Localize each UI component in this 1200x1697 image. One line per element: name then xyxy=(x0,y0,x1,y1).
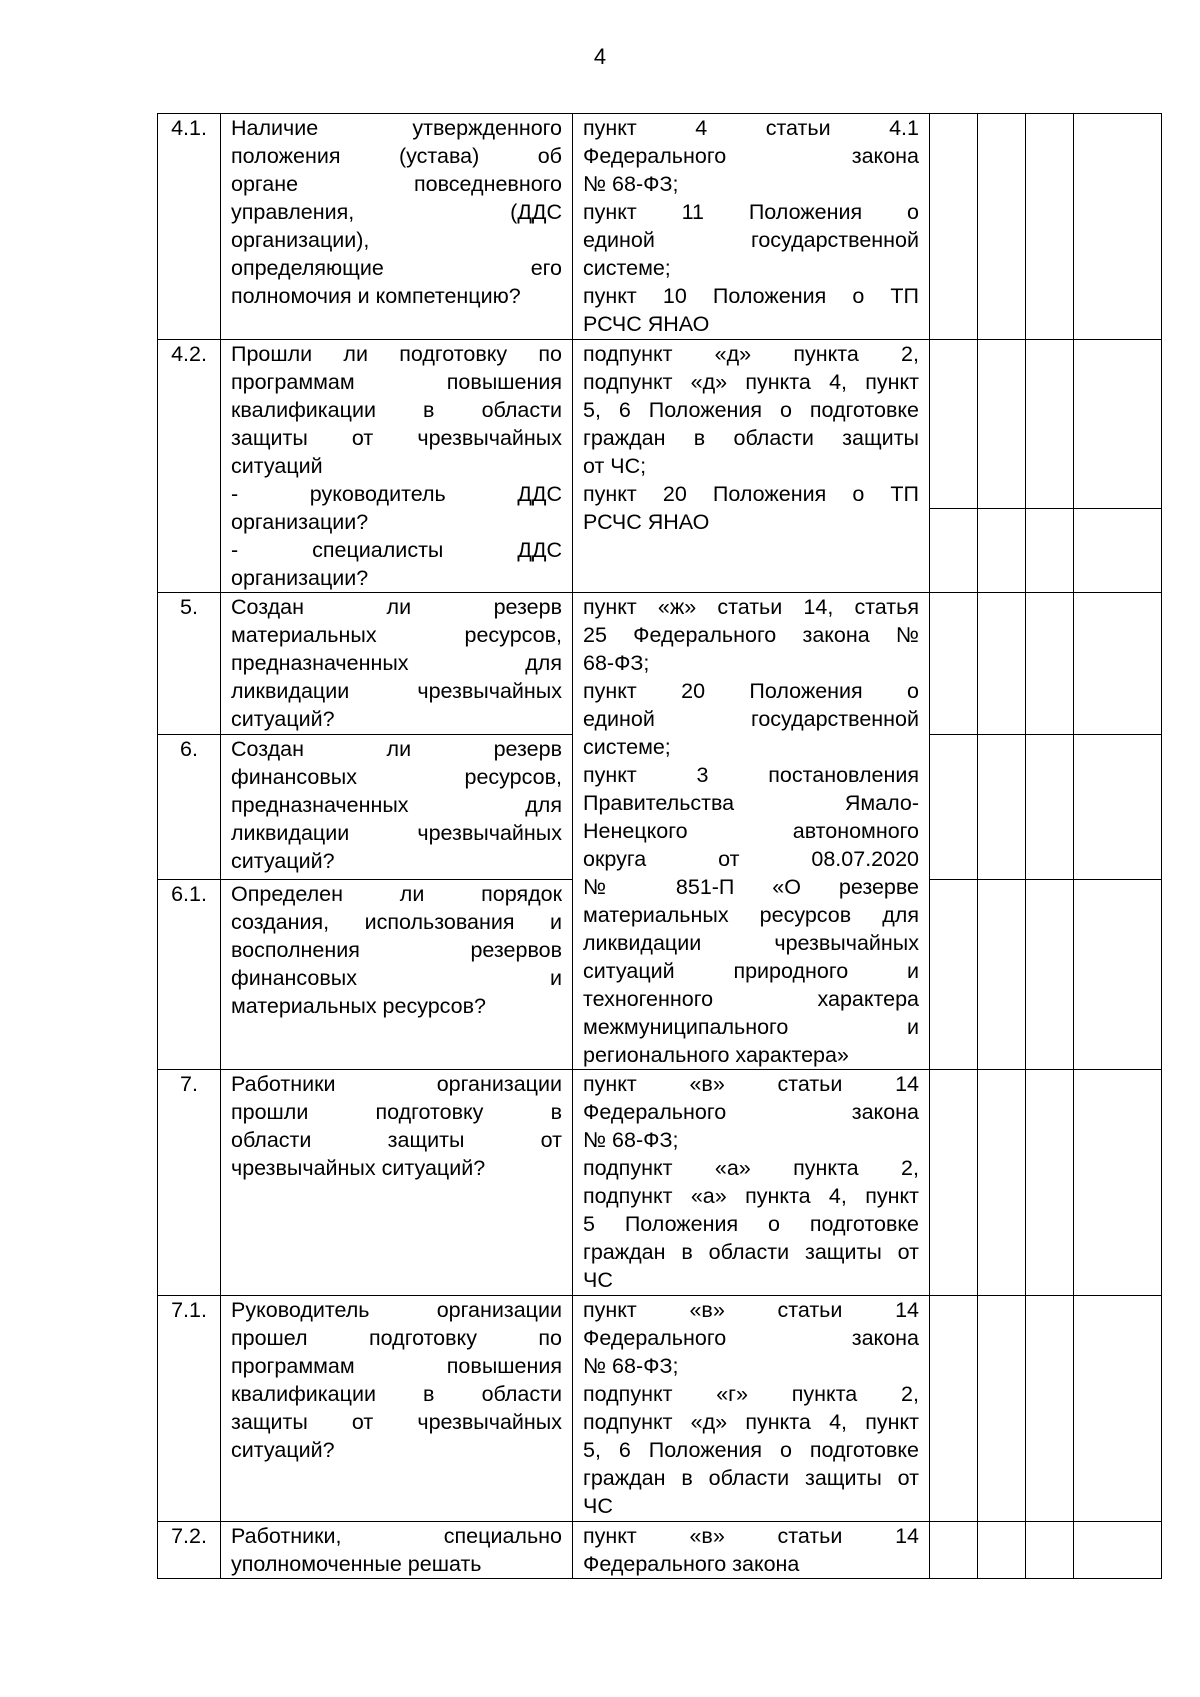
cell-line: ситуаций природного и xyxy=(583,959,919,983)
reference-cell xyxy=(573,1070,930,1296)
cell-line: полномочия и компетенцию? xyxy=(231,284,521,308)
answer-cell[interactable] xyxy=(930,1070,978,1296)
cell-line: ЧС xyxy=(583,1268,613,1292)
reference-cell xyxy=(573,340,930,593)
cell-line: Работники, специально xyxy=(231,1524,562,1548)
comment-cell[interactable] xyxy=(1074,1296,1162,1522)
question-cell xyxy=(221,880,573,1070)
cell-line: программам повышения xyxy=(231,370,562,394)
cell-line: пункт «в» статьи 14 xyxy=(583,1298,919,1322)
cell-line: ликвидации чрезвычайных xyxy=(231,821,562,845)
table-row xyxy=(158,1522,1162,1579)
cell-line: финансовых и xyxy=(231,966,562,990)
cell-line: № 68-ФЗ; xyxy=(583,172,679,196)
page-number: 4 xyxy=(593,44,607,69)
row-number: 4.2. xyxy=(158,340,221,593)
cell-line: прошли подготовку в xyxy=(231,1100,562,1124)
cell-line: пункт «в» статьи 14 xyxy=(583,1072,919,1096)
cell-line: ликвидации чрезвычайных xyxy=(231,679,562,703)
cell-line: системе; xyxy=(583,256,671,280)
answer-cell[interactable] xyxy=(1026,114,1074,340)
cell-line: - руководитель ДДС xyxy=(231,482,562,506)
cell-line: 5 Положения о подготовке xyxy=(583,1212,919,1236)
answer-cell[interactable] xyxy=(1026,880,1074,1070)
table-row xyxy=(158,340,1162,509)
comment-cell[interactable] xyxy=(1074,1522,1162,1579)
cell-line: межмуниципального и xyxy=(583,1015,919,1039)
cell-line: ситуаций? xyxy=(231,707,335,731)
answer-cell[interactable] xyxy=(930,340,978,509)
comment-cell[interactable] xyxy=(1074,114,1162,340)
cell-line: предназначенных для xyxy=(231,793,562,817)
cell-line: Федерального закона xyxy=(583,144,919,168)
question-cell xyxy=(221,735,573,880)
answer-cell[interactable] xyxy=(978,1070,1026,1296)
answer-cell[interactable] xyxy=(1026,735,1074,880)
comment-cell[interactable] xyxy=(1074,508,1162,592)
answer-cell[interactable] xyxy=(930,735,978,880)
cell-line: Работники организации xyxy=(231,1072,562,1096)
cell-line: органе повседневного xyxy=(231,172,562,196)
cell-line: Федерального закона xyxy=(583,1100,919,1124)
answer-cell[interactable] xyxy=(978,340,1026,509)
answer-cell[interactable] xyxy=(978,508,1026,592)
row-number: 6.1. xyxy=(158,880,221,1070)
reference-cell xyxy=(573,1296,930,1522)
cell-line: граждан в области защиты xyxy=(583,426,919,450)
comment-cell[interactable] xyxy=(1074,735,1162,880)
cell-line: ситуаций xyxy=(231,454,323,478)
cell-line: Создан ли резерв xyxy=(231,737,562,761)
question-cell xyxy=(221,1296,573,1522)
answer-cell[interactable] xyxy=(930,1296,978,1522)
row-number: 7.2. xyxy=(158,1522,221,1579)
cell-line: ЧС xyxy=(583,1494,613,1518)
cell-line: пункт «в» статьи 14 xyxy=(583,1524,919,1548)
cell-line: области защиты от xyxy=(231,1128,562,1152)
question-cell xyxy=(221,340,573,593)
cell-line: создания, использования и xyxy=(231,910,562,934)
cell-line: Правительства Ямало- xyxy=(583,791,919,815)
cell-line: квалификации в области xyxy=(231,398,562,422)
answer-cell[interactable] xyxy=(1026,593,1074,735)
answer-cell[interactable] xyxy=(1026,340,1074,509)
question-cell xyxy=(221,1070,573,1296)
row-number: 7. xyxy=(158,1070,221,1296)
cell-line: программам повышения xyxy=(231,1354,562,1378)
cell-line: пункт 10 Положения о ТП xyxy=(583,284,919,308)
answer-cell[interactable] xyxy=(1026,1296,1074,1522)
cell-line: от ЧС; xyxy=(583,454,647,478)
cell-line: подпункт «г» пункта 2, xyxy=(583,1382,919,1406)
reference-cell xyxy=(573,114,930,340)
cell-line: Наличие утвержденного xyxy=(231,116,562,140)
answer-cell[interactable] xyxy=(930,593,978,735)
cell-line: Руководитель организации xyxy=(231,1298,562,1322)
answer-cell[interactable] xyxy=(978,880,1026,1070)
cell-line: пункт 20 Положения о ТП xyxy=(583,482,919,506)
cell-line: 5, 6 Положения о подготовке xyxy=(583,398,919,422)
answer-cell[interactable] xyxy=(978,735,1026,880)
cell-line: пункт 4 статьи 4.1 xyxy=(583,116,919,140)
cell-line: определяющие его xyxy=(231,256,562,280)
cell-line: ситуаций? xyxy=(231,849,335,873)
table-row xyxy=(158,114,1162,340)
cell-line: округа от 08.07.2020 xyxy=(583,847,919,871)
cell-line: подпункт «д» пункта 4, пункт xyxy=(583,370,919,394)
cell-line: ситуаций? xyxy=(231,1438,335,1462)
cell-line: граждан в области защиты от xyxy=(583,1466,919,1490)
answer-cell[interactable] xyxy=(930,508,978,592)
table-row xyxy=(158,593,1162,735)
answer-cell[interactable] xyxy=(978,593,1026,735)
cell-line: чрезвычайных ситуаций? xyxy=(231,1156,486,1180)
cell-line: РСЧС ЯНАО xyxy=(583,312,710,336)
cell-line: Ненецкого автономного xyxy=(583,819,919,843)
cell-line: организации? xyxy=(231,566,369,590)
comment-cell[interactable] xyxy=(1074,593,1162,735)
cell-line: Прошли ли подготовку по xyxy=(231,342,562,366)
cell-line: 68-ФЗ; xyxy=(583,651,650,675)
cell-line: № 68-ФЗ; xyxy=(583,1128,679,1152)
answer-cell[interactable] xyxy=(1026,1522,1074,1579)
row-number: 5. xyxy=(158,593,221,735)
cell-line: единой государственной xyxy=(583,228,919,252)
cell-line: Создан ли резерв xyxy=(231,595,562,619)
cell-line: РСЧС ЯНАО xyxy=(583,510,710,534)
cell-line: защиты от чрезвычайных xyxy=(231,1410,562,1434)
cell-line: защиты от чрезвычайных xyxy=(231,426,562,450)
cell-line: 5, 6 Положения о подготовке xyxy=(583,1438,919,1462)
cell-line: пункт 20 Положения о xyxy=(583,679,919,703)
cell-line: подпункт «д» пункта 4, пункт xyxy=(583,1410,919,1434)
comment-cell[interactable] xyxy=(1074,880,1162,1070)
cell-line: прошел подготовку по xyxy=(231,1326,562,1350)
table-row xyxy=(158,1070,1162,1296)
question-cell xyxy=(221,114,573,340)
cell-line: организации? xyxy=(231,510,369,534)
comment-cell[interactable] xyxy=(1074,1070,1162,1296)
cell-line: квалификации в области xyxy=(231,1382,562,1406)
cell-line: 25 Федерального закона № xyxy=(583,623,919,647)
checklist-table xyxy=(157,113,1162,1579)
cell-line: пункт 11 Положения о xyxy=(583,200,919,224)
cell-line: Федерального закона xyxy=(583,1552,800,1576)
cell-line: № 68-ФЗ; xyxy=(583,1354,679,1378)
cell-line: финансовых ресурсов, xyxy=(231,765,562,789)
row-number: 6. xyxy=(158,735,221,880)
answer-cell[interactable] xyxy=(978,114,1026,340)
answer-cell[interactable] xyxy=(930,1522,978,1579)
cell-line: положения (устава) об xyxy=(231,144,562,168)
cell-line: уполномоченные решать xyxy=(231,1552,482,1576)
row-number: 7.1. xyxy=(158,1296,221,1522)
reference-cell xyxy=(573,593,930,1070)
answer-cell[interactable] xyxy=(930,114,978,340)
answer-cell[interactable] xyxy=(978,1522,1026,1579)
cell-line: организации), xyxy=(231,228,370,252)
cell-line: единой государственной xyxy=(583,707,919,731)
comment-cell[interactable] xyxy=(1074,340,1162,509)
reference-cell xyxy=(573,1522,930,1579)
question-cell xyxy=(221,593,573,735)
row-number: 4.1. xyxy=(158,114,221,340)
table-row xyxy=(158,1296,1162,1522)
answer-cell[interactable] xyxy=(1026,508,1074,592)
cell-line: техногенного характера xyxy=(583,987,919,1011)
cell-line: № 851-П «О резерве xyxy=(583,875,919,899)
cell-line: подпункт «д» пункта 2, xyxy=(583,342,919,366)
cell-line: ликвидации чрезвычайных xyxy=(583,931,919,955)
answer-cell[interactable] xyxy=(978,1296,1026,1522)
cell-line: управления, (ДДС xyxy=(231,200,562,224)
cell-line: материальных ресурсов? xyxy=(231,994,487,1018)
cell-line: пункт «ж» статьи 14, статья xyxy=(583,595,919,619)
question-cell xyxy=(221,1522,573,1579)
answer-cell[interactable] xyxy=(930,880,978,1070)
cell-line: граждан в области защиты от xyxy=(583,1240,919,1264)
cell-line: Определен ли порядок xyxy=(231,882,562,906)
cell-line: материальных ресурсов для xyxy=(583,903,919,927)
cell-line: подпункт «а» пункта 2, xyxy=(583,1156,919,1180)
cell-line: подпункт «а» пункта 4, пункт xyxy=(583,1184,919,1208)
cell-line: системе; xyxy=(583,735,671,759)
answer-cell[interactable] xyxy=(1026,1070,1074,1296)
cell-line: пункт 3 постановления xyxy=(583,763,919,787)
cell-line: восполнения резервов xyxy=(231,938,562,962)
cell-line: материальных ресурсов, xyxy=(231,623,562,647)
cell-line: - специалисты ДДС xyxy=(231,538,562,562)
cell-line: Федерального закона xyxy=(583,1326,919,1350)
cell-line: предназначенных для xyxy=(231,651,562,675)
cell-line: регионального характера» xyxy=(583,1043,849,1067)
